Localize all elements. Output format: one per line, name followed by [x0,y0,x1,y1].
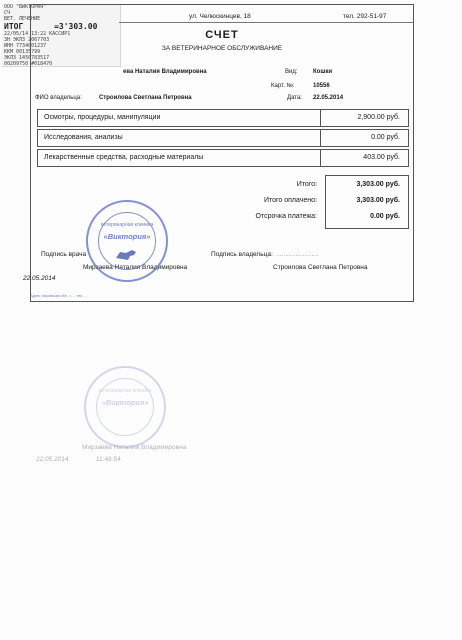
receipt-line: 00209750 #018470 [4,61,53,67]
owner-full-name: Строилова Светлана Петровна [273,264,368,271]
service-row [37,149,409,167]
service-row [37,129,409,147]
species-label: Вид: [285,69,298,75]
stamp-text: ветеринарная клиника [100,222,154,228]
document-footer: Адрес: Кировская обл., г. ... тел. ... [30,294,88,298]
totals-box [325,175,409,229]
receipt-line: 22/05/14 13:22 КАССИР1 [4,31,71,37]
signature-date: 22.05.2014 [23,275,56,282]
stamp-inner-ring [96,378,154,436]
doctor-name: ева Наталия Владимировна [123,69,207,75]
owner-signature-label: Подпись владельца: [211,251,273,258]
stamp-text: ветеринарная клиника [98,388,152,394]
total-value: 3,303.00 руб. [356,181,400,188]
ghost-date: 22.05.2014 [36,456,69,463]
receipt-line: ЗН ЭКЛЗ 2067703 [4,37,50,43]
date-value: 22.05.2014 [313,95,344,101]
dog-icon [114,246,140,262]
invoice-subtitle: ЗА ВЕТЕРИНАРНОЕ ОБСЛУЖИВАНИЕ [161,45,283,52]
receipt-line: СЧ [4,10,11,16]
service-name: Лекарственные средства, расходные материалы [44,154,204,161]
clinic-address: ул. Челюскинцев, 18 [189,13,251,20]
receipt-line: ВЕТ. ЛЕЧЕНИЕ [4,16,41,22]
total-label: Итого: [296,181,317,188]
paid-value: 3,303.00 руб. [356,197,400,204]
clinic-phone: тел. 292-51-97 [343,13,387,20]
ghost-time: 11:48:54 [96,456,121,463]
ghost-doctor-name: Мирзаева Наталия Владимировна [82,444,187,451]
receipt-line: ООО "ВИКТОРИЯ" [4,4,47,10]
owner-label: ФИО владельца: [35,95,82,101]
receipt-line: ИНН 7734001237 [4,43,47,49]
owner-value: Строилова Светлана Петровна [99,95,192,101]
doctor-full-name: Мирзаева Наталия Владимировна [83,264,188,271]
receipt-total-value: =3'303.00 [54,22,98,31]
receipt-total-label: ИТОГ [4,22,24,31]
service-amount: 403.00 руб. [363,154,400,161]
deferral-value: 0.00 руб. [370,213,400,220]
paid-label: Итого оплачено: [263,197,317,204]
receipt-line: ЭКЛЗ 1450783517 [4,55,50,61]
header-divider [119,22,413,23]
card-value: 10556 [313,83,330,89]
ghost-stamp [84,366,166,448]
receipt-line: ККМ 00135799 [4,49,41,55]
doctor-signature-label: Подпись врача [41,251,87,258]
service-amount-cell [320,110,408,126]
service-amount: 2,900.00 руб. [357,114,400,121]
invoice-title: СЧЕТ [205,29,239,41]
deferral-label: Отсрочка платежа: [255,213,317,220]
service-name: Осмотры, процедуры, манипуляции [44,114,161,121]
service-amount-cell [320,150,408,166]
clinic-stamp [86,200,168,282]
service-row [37,109,409,127]
date-label: Дата: [287,95,302,101]
service-amount: 0.00 руб. [371,134,400,141]
card-label: Карт. №: [271,83,295,89]
species-value: Кошки [313,69,333,75]
invoice-header [31,5,413,23]
service-name: Исследования, анализы [44,134,123,141]
service-amount-cell [320,130,408,146]
stamp-clinic-name: «Виктория» [101,398,149,407]
owner-signature-line: .................. [277,251,319,258]
stamp-clinic-name: «Виктория» [103,232,151,241]
